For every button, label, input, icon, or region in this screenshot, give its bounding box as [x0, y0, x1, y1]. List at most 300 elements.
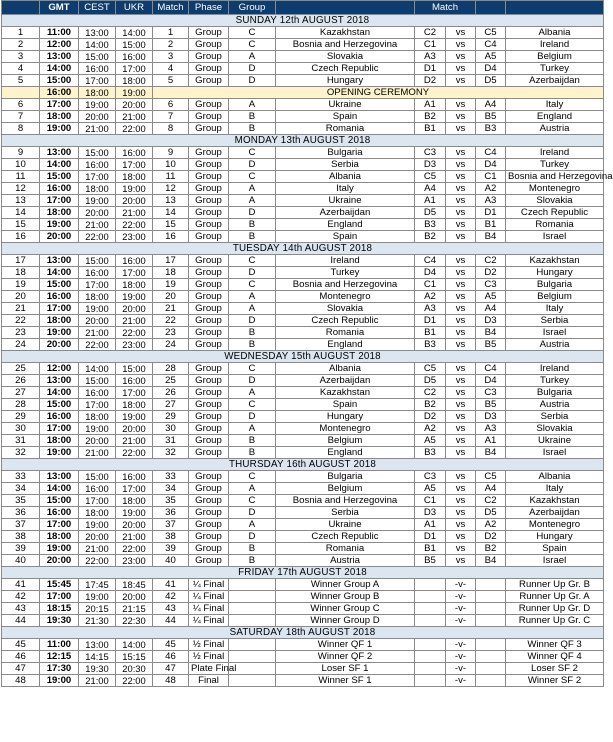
away-team: Montenegro — [506, 183, 604, 195]
away-seed: B1 — [476, 219, 506, 231]
ukr-time: 15:00 — [116, 39, 153, 51]
group: B — [229, 339, 276, 351]
away-team: England — [506, 111, 604, 123]
away-team: Loser SF 2 — [506, 663, 604, 675]
match-number: 33 — [153, 471, 189, 483]
gmt-time: 13:00 — [40, 375, 79, 387]
match-number: 42 — [153, 591, 189, 603]
away-team: Turkey — [506, 159, 604, 171]
away-seed: A3 — [476, 195, 506, 207]
versus: vs — [446, 255, 476, 267]
match-number: 19 — [153, 279, 189, 291]
table-row — [2, 111, 604, 123]
match-number: 28 — [153, 363, 189, 375]
away-seed: B2 — [476, 543, 506, 555]
ukr-time: 17:00 — [116, 159, 153, 171]
schedule-table — [1, 0, 613, 687]
table-row — [2, 291, 604, 303]
group: D — [229, 159, 276, 171]
home-seed: B1 — [415, 543, 446, 555]
away-team: Ukraine — [506, 435, 604, 447]
phase: ¼ Final — [189, 591, 229, 603]
group: D — [229, 207, 276, 219]
ukr-time: 23:00 — [116, 555, 153, 567]
cest-time: 15:00 — [79, 51, 116, 63]
group: B — [229, 123, 276, 135]
home-seed: A5 — [415, 435, 446, 447]
match-number: 18 — [153, 267, 189, 279]
cest-time: 14:00 — [79, 39, 116, 51]
home-seed: C3 — [415, 471, 446, 483]
home-seed: A1 — [415, 195, 446, 207]
day-header-row — [2, 243, 604, 255]
away-seed: D1 — [476, 207, 506, 219]
cest-time: 21:00 — [79, 219, 116, 231]
match-number: 17 — [153, 255, 189, 267]
phase: Group — [189, 447, 229, 459]
away-team: Ireland — [506, 39, 604, 51]
away-team: Albania — [506, 27, 604, 39]
match-number: 21 — [153, 303, 189, 315]
match-number: 44 — [153, 615, 189, 627]
ukr-time: 19:00 — [116, 411, 153, 423]
table-row — [2, 39, 604, 51]
phase: Group — [189, 39, 229, 51]
gmt-time: 17:30 — [40, 663, 79, 675]
table-row — [2, 495, 604, 507]
versus: vs — [446, 495, 476, 507]
cest-time: 16:00 — [79, 159, 116, 171]
match-number: 48 — [153, 675, 189, 687]
away-team: Runner Up Gr. C — [506, 615, 604, 627]
row-index: 21 — [2, 303, 40, 315]
versus: vs — [446, 447, 476, 459]
home-seed: C1 — [415, 39, 446, 51]
phase: Group — [189, 207, 229, 219]
phase: Group — [189, 291, 229, 303]
day-header: MONDAY 13th AUGUST 2018 — [2, 135, 604, 147]
table-row — [2, 423, 604, 435]
gmt-time: 17:00 — [40, 591, 79, 603]
versus: vs — [446, 315, 476, 327]
phase: Group — [189, 543, 229, 555]
group: B — [229, 231, 276, 243]
away-team: Winner QF 4 — [506, 651, 604, 663]
table-row — [2, 507, 604, 519]
home-seed: A5 — [415, 483, 446, 495]
cest-time: 20:00 — [79, 435, 116, 447]
table-row — [2, 255, 604, 267]
gmt-time: 14:00 — [40, 483, 79, 495]
gmt-time: 13:00 — [40, 51, 79, 63]
cest-time: 17:00 — [79, 399, 116, 411]
row-index: 22 — [2, 315, 40, 327]
versus: -v- — [446, 651, 476, 663]
home-team: Czech Republic — [276, 315, 415, 327]
group: A — [229, 51, 276, 63]
table-row — [2, 579, 604, 591]
gmt-time: 17:00 — [40, 423, 79, 435]
gmt-time: 14:00 — [40, 267, 79, 279]
gmt-time: 11:00 — [40, 27, 79, 39]
cest-time: 20:00 — [79, 315, 116, 327]
row-index — [2, 87, 40, 99]
home-team: Kazakhstan — [276, 387, 415, 399]
gmt-time: 14:00 — [40, 159, 79, 171]
versus: -v- — [446, 675, 476, 687]
versus: -v- — [446, 591, 476, 603]
group: B — [229, 543, 276, 555]
group: C — [229, 471, 276, 483]
table-row — [2, 63, 604, 75]
ukr-time: 20:00 — [116, 195, 153, 207]
home-seed: C5 — [415, 171, 446, 183]
phase: Group — [189, 219, 229, 231]
ukr-time: 21:15 — [116, 603, 153, 615]
phase: Plate Final — [189, 663, 229, 675]
versus: vs — [446, 339, 476, 351]
home-team: Spain — [276, 399, 415, 411]
versus: vs — [446, 267, 476, 279]
home-team: Winner Group B — [276, 591, 415, 603]
away-seed: B4 — [476, 555, 506, 567]
cest-time: 17:00 — [79, 495, 116, 507]
cest-time: 18:00 — [79, 411, 116, 423]
header-blank — [476, 1, 506, 15]
home-team: Montenegro — [276, 423, 415, 435]
header-index — [2, 1, 40, 15]
cest-time: 17:45 — [79, 579, 116, 591]
ukr-time: 20:00 — [116, 303, 153, 315]
match-number: 37 — [153, 519, 189, 531]
phase: Group — [189, 183, 229, 195]
home-seed: D3 — [415, 507, 446, 519]
table-row — [2, 99, 604, 111]
cest-time: 21:30 — [79, 615, 116, 627]
home-team: Hungary — [276, 411, 415, 423]
group — [229, 651, 276, 663]
match-number: 45 — [153, 639, 189, 651]
home-team: Winner Group D — [276, 615, 415, 627]
cest-time: 20:00 — [79, 111, 116, 123]
table-row — [2, 207, 604, 219]
versus: vs — [446, 399, 476, 411]
group: D — [229, 63, 276, 75]
phase: ¼ Final — [189, 615, 229, 627]
row-index: 24 — [2, 339, 40, 351]
home-seed — [415, 675, 446, 687]
away-team: Azerbaijdan — [506, 75, 604, 87]
cest-time: 18:00 — [79, 87, 116, 99]
gmt-time: 13:00 — [40, 471, 79, 483]
away-seed: B4 — [476, 447, 506, 459]
row-index: 3 — [2, 51, 40, 63]
ukr-time: 21:00 — [116, 111, 153, 123]
away-seed: A2 — [476, 519, 506, 531]
gmt-time: 19:00 — [40, 327, 79, 339]
row-index: 30 — [2, 423, 40, 435]
phase: Group — [189, 411, 229, 423]
ukr-time: 16:00 — [116, 255, 153, 267]
away-seed: C3 — [476, 279, 506, 291]
group: A — [229, 387, 276, 399]
match-number: 2 — [153, 39, 189, 51]
match-number: 23 — [153, 327, 189, 339]
home-seed — [415, 591, 446, 603]
home-team: Belgium — [276, 483, 415, 495]
ukr-time: 21:00 — [116, 435, 153, 447]
ukr-time: 23:00 — [116, 231, 153, 243]
group: A — [229, 291, 276, 303]
match-number: 30 — [153, 423, 189, 435]
away-team: Spain — [506, 543, 604, 555]
versus: vs — [446, 27, 476, 39]
ukr-time: 22:00 — [116, 543, 153, 555]
phase: Group — [189, 375, 229, 387]
gmt-time: 16:00 — [40, 87, 79, 99]
match-number: 6 — [153, 99, 189, 111]
phase: Group — [189, 339, 229, 351]
ukr-time: 19:00 — [116, 507, 153, 519]
cest-time: 16:00 — [79, 387, 116, 399]
cest-time: 19:00 — [79, 591, 116, 603]
group — [229, 591, 276, 603]
home-seed: C5 — [415, 363, 446, 375]
gmt-time: 19:00 — [40, 123, 79, 135]
group: B — [229, 447, 276, 459]
row-index: 7 — [2, 111, 40, 123]
versus: vs — [446, 531, 476, 543]
gmt-time: 12:15 — [40, 651, 79, 663]
away-team: Austria — [506, 123, 604, 135]
match-number: 41 — [153, 579, 189, 591]
table-row — [2, 159, 604, 171]
group: C — [229, 27, 276, 39]
match-number: 31 — [153, 435, 189, 447]
table-row — [2, 123, 604, 135]
match-number: 7 — [153, 111, 189, 123]
versus: vs — [446, 123, 476, 135]
home-team: Montenegro — [276, 291, 415, 303]
away-seed: B5 — [476, 339, 506, 351]
home-team: England — [276, 447, 415, 459]
phase: Group — [189, 315, 229, 327]
home-team: Serbia — [276, 507, 415, 519]
home-seed: C1 — [415, 495, 446, 507]
cest-time: 16:00 — [79, 63, 116, 75]
home-team: Slovakia — [276, 51, 415, 63]
versus: vs — [446, 327, 476, 339]
cest-time: 17:00 — [79, 75, 116, 87]
day-header: TUESDAY 14th AUGUST 2018 — [2, 243, 604, 255]
match-number: 20 — [153, 291, 189, 303]
header-blank — [276, 1, 415, 15]
versus: vs — [446, 183, 476, 195]
cest-time: 21:00 — [79, 327, 116, 339]
group: C — [229, 147, 276, 159]
home-team: Romania — [276, 543, 415, 555]
cest-time: 19:00 — [79, 519, 116, 531]
home-team: Austria — [276, 555, 415, 567]
gmt-time: 12:00 — [40, 363, 79, 375]
row-index: 19 — [2, 279, 40, 291]
home-team: Slovakia — [276, 303, 415, 315]
away-seed: A1 — [476, 435, 506, 447]
gmt-time: 17:00 — [40, 303, 79, 315]
table-row — [2, 411, 604, 423]
home-team: Winner QF 2 — [276, 651, 415, 663]
gmt-time: 18:00 — [40, 207, 79, 219]
versus: vs — [446, 507, 476, 519]
home-seed: B3 — [415, 219, 446, 231]
table-row — [2, 27, 604, 39]
match-number: 12 — [153, 183, 189, 195]
away-seed: D3 — [476, 411, 506, 423]
home-seed: D1 — [415, 63, 446, 75]
gmt-time: 19:00 — [40, 543, 79, 555]
gmt-time: 20:00 — [40, 339, 79, 351]
match-number: 9 — [153, 147, 189, 159]
away-team: Italy — [506, 99, 604, 111]
home-seed: C1 — [415, 279, 446, 291]
away-seed: C4 — [476, 147, 506, 159]
home-seed: D2 — [415, 411, 446, 423]
away-team: Runner Up Gr. A — [506, 591, 604, 603]
gmt-time: 16:00 — [40, 411, 79, 423]
away-team: Kazakhstan — [506, 495, 604, 507]
away-team: Belgium — [506, 51, 604, 63]
home-team: Bosnia and Herzegovina — [276, 495, 415, 507]
away-team: Turkey — [506, 375, 604, 387]
group — [229, 603, 276, 615]
group: B — [229, 327, 276, 339]
ukr-time: 17:00 — [116, 387, 153, 399]
header-cest: CEST — [79, 1, 116, 15]
table-row — [2, 279, 604, 291]
table-row — [2, 435, 604, 447]
gmt-time: 19:30 — [40, 615, 79, 627]
home-team: Ireland — [276, 255, 415, 267]
home-seed: A4 — [415, 183, 446, 195]
match-number: 5 — [153, 75, 189, 87]
away-seed: D4 — [476, 159, 506, 171]
home-team: Spain — [276, 111, 415, 123]
away-team: Austria — [506, 399, 604, 411]
away-team: Serbia — [506, 315, 604, 327]
home-seed: B3 — [415, 447, 446, 459]
row-index: 38 — [2, 531, 40, 543]
home-team: Winner Group A — [276, 579, 415, 591]
group: A — [229, 195, 276, 207]
group: D — [229, 531, 276, 543]
ukr-time: 15:00 — [116, 363, 153, 375]
home-seed: D4 — [415, 267, 446, 279]
versus: vs — [446, 387, 476, 399]
gmt-time: 15:45 — [40, 579, 79, 591]
home-seed: A1 — [415, 99, 446, 111]
away-seed: A5 — [476, 51, 506, 63]
versus: vs — [446, 279, 476, 291]
match-number: 32 — [153, 447, 189, 459]
row-index: 35 — [2, 495, 40, 507]
ukr-time: 22:00 — [116, 327, 153, 339]
ukr-time: 21:00 — [116, 531, 153, 543]
gmt-time: 13:00 — [40, 147, 79, 159]
cest-time: 17:00 — [79, 171, 116, 183]
cest-time: 18:00 — [79, 507, 116, 519]
away-seed: D3 — [476, 315, 506, 327]
away-seed: C2 — [476, 495, 506, 507]
away-seed: D5 — [476, 507, 506, 519]
row-index: 17 — [2, 255, 40, 267]
gmt-time: 19:00 — [40, 447, 79, 459]
away-team: Montenegro — [506, 519, 604, 531]
home-team: Romania — [276, 123, 415, 135]
table-row — [2, 387, 604, 399]
versus: vs — [446, 423, 476, 435]
away-seed — [476, 663, 506, 675]
away-seed — [476, 639, 506, 651]
cest-time: 21:00 — [79, 675, 116, 687]
phase: Group — [189, 423, 229, 435]
cest-time: 19:00 — [79, 303, 116, 315]
cest-time: 18:00 — [79, 291, 116, 303]
table-row — [2, 471, 604, 483]
versus: vs — [446, 303, 476, 315]
phase: Group — [189, 519, 229, 531]
away-seed: C3 — [476, 387, 506, 399]
ukr-time: 15:15 — [116, 651, 153, 663]
home-seed: D5 — [415, 375, 446, 387]
versus: -v- — [446, 579, 476, 591]
row-index: 41 — [2, 579, 40, 591]
gmt-time: 12:00 — [40, 39, 79, 51]
day-header-row — [2, 135, 604, 147]
group: A — [229, 423, 276, 435]
versus: vs — [446, 291, 476, 303]
table-row — [2, 483, 604, 495]
phase: Group — [189, 471, 229, 483]
away-team: Belgium — [506, 291, 604, 303]
versus: vs — [446, 147, 476, 159]
ukr-time: 19:00 — [116, 183, 153, 195]
home-seed — [415, 651, 446, 663]
home-seed: B2 — [415, 399, 446, 411]
versus: vs — [446, 75, 476, 87]
versus: vs — [446, 519, 476, 531]
cest-time: 19:00 — [79, 423, 116, 435]
table-row — [2, 267, 604, 279]
cest-time: 21:00 — [79, 123, 116, 135]
home-seed: B1 — [415, 123, 446, 135]
row-index: 47 — [2, 663, 40, 675]
home-team: Belgium — [276, 435, 415, 447]
phase: Group — [189, 387, 229, 399]
row-index: 43 — [2, 603, 40, 615]
away-team: Israel — [506, 555, 604, 567]
away-team: Slovakia — [506, 195, 604, 207]
phase: Group — [189, 531, 229, 543]
table-row — [2, 303, 604, 315]
match-number: 34 — [153, 483, 189, 495]
phase: Group — [189, 267, 229, 279]
group: B — [229, 219, 276, 231]
group: D — [229, 315, 276, 327]
versus: -v- — [446, 663, 476, 675]
phase: Group — [189, 123, 229, 135]
cest-time: 19:30 — [79, 663, 116, 675]
ukr-time: 22:00 — [116, 123, 153, 135]
